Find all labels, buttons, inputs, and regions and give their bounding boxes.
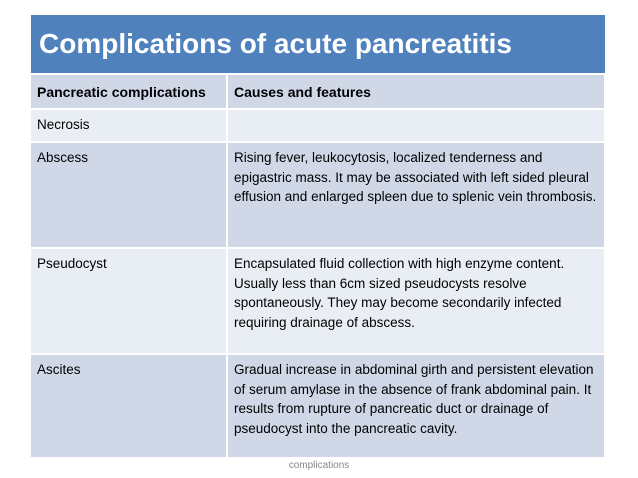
complication-cell: Pseudocyst (31, 248, 227, 354)
complications-table (31, 15, 606, 459)
features-cell (227, 109, 605, 142)
table-row-abscess (31, 142, 605, 248)
header-complications: Pancreatic complications (31, 74, 227, 109)
complication-cell: Abscess (31, 142, 227, 248)
header-causes-features: Causes and features (227, 74, 605, 109)
features-cell: Rising fever, leukocytosis, localized tenderness and epigastric mass. It may be associated with left sided pleural effusion and enlarged spleen due to splenic vein thrombosis. (227, 142, 605, 248)
complication-cell: Ascites (31, 354, 227, 458)
table-row-ascites (31, 354, 605, 458)
slide-title: Complications of acute pancreatitis (31, 15, 605, 74)
features-cell: Encapsulated fluid collection with high enzyme content. Usually less than 6cm sized pseudocysts resolve spontaneously. They may become secondarily infected requiring drainage of abscess. (227, 248, 605, 354)
table-row-pseudocyst (31, 248, 605, 354)
slide-footer: complications (288, 460, 350, 471)
features-cell: Gradual increase in abdominal girth and persistent elevation of serum amylase in the absence of frank abdominal pain. It results from rupture of pancreatic duct or drainage of pseudocyst into the pancreatic cavity. (227, 354, 605, 458)
header-row (31, 74, 605, 109)
table-row-necrosis (31, 109, 605, 142)
complication-cell: Necrosis (31, 109, 227, 142)
title-row (31, 15, 605, 74)
